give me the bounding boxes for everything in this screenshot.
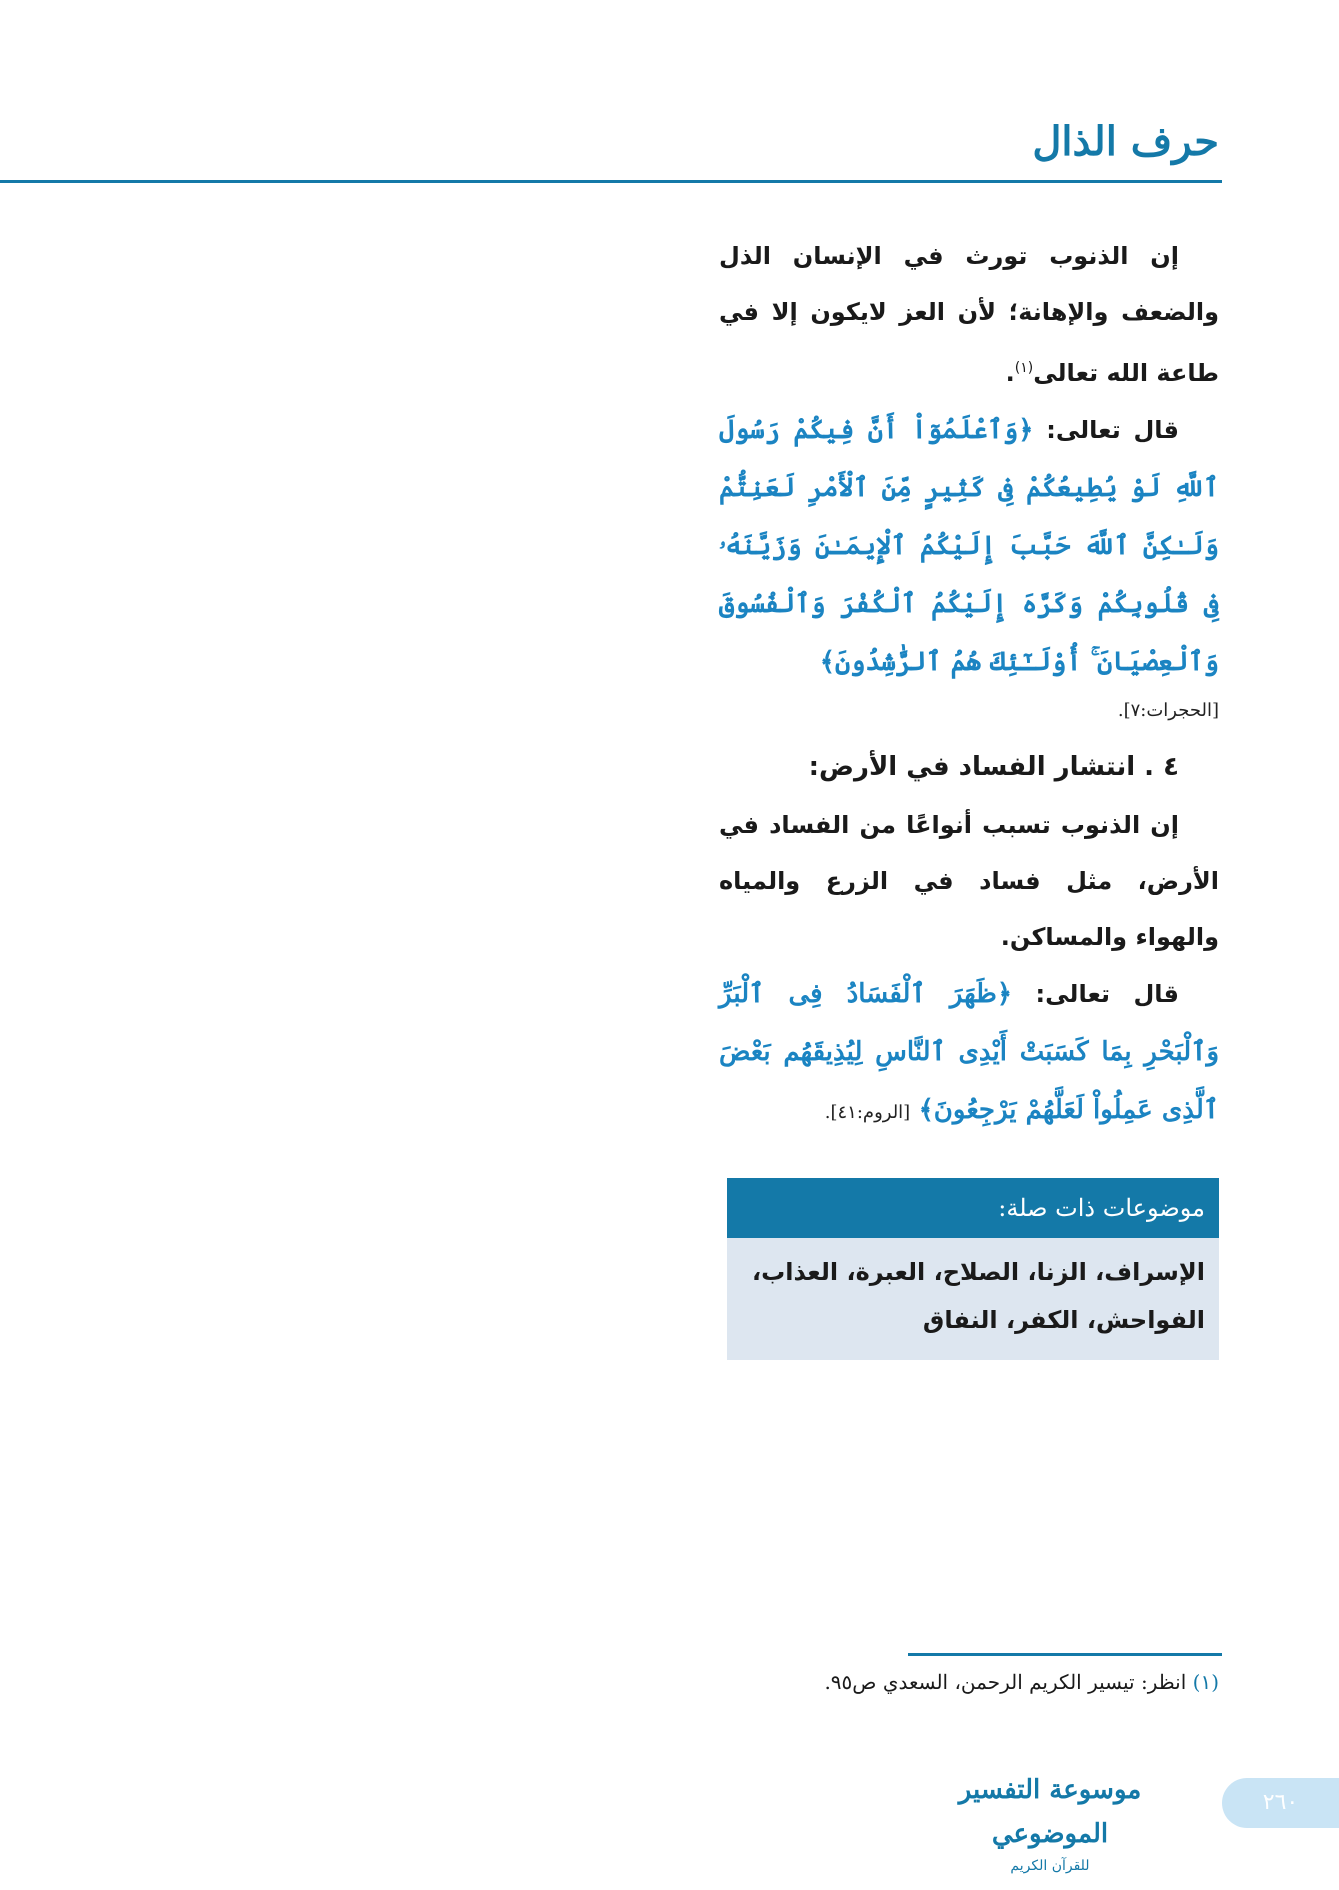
section-title: حرف الذال xyxy=(1032,118,1219,165)
verse-block-2 xyxy=(719,965,1219,1142)
related-topics-list[interactable]: الإسراف، الزنا، الصلاح، العبرة، العذاب، الفواحش، الكفر، النفاق xyxy=(727,1238,1219,1360)
encyclopedia-logo xyxy=(925,1768,1175,1874)
footnote-text: انظر: تيسير الكريم الرحمن، السعدي ص٩٥. xyxy=(824,1670,1187,1694)
subheading: ٤ . انتشار الفساد في الأرض: xyxy=(808,752,1179,782)
quran-verse: ﴿ظَهَرَ ٱلْفَسَادُ فِى ٱلْبَرِّ وَٱلْبَحْرِ بِمَا كَسَبَتْ أَيْدِى ٱلنَّاسِ لِيُذِيقَهُم بَعْضَ ٱلَّذِى عَمِلُواْ لَعَلَّهُمْ يَرْجِعُونَ﴾ xyxy=(719,979,1219,1125)
paragraph-end: . xyxy=(1005,359,1015,387)
page-number: ٢٦٠ xyxy=(1222,1778,1339,1828)
footnote-number: (١) xyxy=(1192,1670,1219,1694)
header-divider xyxy=(0,180,1222,183)
verse-block-1 xyxy=(719,401,1219,691)
footnote-divider xyxy=(908,1653,1222,1656)
logo-subtitle: للقرآن الكريم xyxy=(1010,1858,1090,1874)
verse-intro: قال تعالى: xyxy=(1035,980,1179,1008)
logo-title: موسوعة التفسير الموضوعي xyxy=(958,1775,1142,1849)
quran-verse: ﴿وَٱعْلَمُوٓاْ أَنَّ فِيكُمْ رَسُولَ ٱللَّهِ لَوْ يُطِيعُكُمْ فِى كَثِيرٍ مِّنَ ٱلْأَمْرِ لَعَنِتُّمْ وَلَـٰكِنَّ ٱللَّهَ حَبَّبَ إِلَيْكُمُ ٱلْإِيمَـٰنَ وَزَيَّنَهُۥ فِى قُلُوبِكُمْ وَكَرَّهَ إِلَيْكُمُ ٱلْكُفْرَ وَٱلْفُسُوقَ وَٱلْعِصْيَانَ ۚ أُوْلَـٰٓئِكَ هُمُ ٱلرَّٰشِدُونَ﴾ xyxy=(719,415,1219,677)
footnote xyxy=(719,1665,1219,1699)
related-topics-box xyxy=(727,1178,1219,1360)
verse-ref-text: [الحجرات:٧]. xyxy=(1117,700,1219,721)
verse-reference xyxy=(719,691,1219,731)
paragraph-humiliation xyxy=(719,228,1219,401)
verse-reference: [الروم:٤١]. xyxy=(824,1102,911,1123)
related-topics-heading: موضوعات ذات صلة: xyxy=(727,1178,1219,1238)
verse-intro: قال تعالى: xyxy=(1046,416,1179,444)
footnote-marker[interactable]: (١) xyxy=(1014,360,1034,376)
paragraph-corruption: إن الذنوب تسبب أنواعًا من الفساد في الأرض، مثل فساد في الزرع والمياه والهواء والمساكن. xyxy=(719,811,1219,951)
paragraph-text: إن الذنوب تورث في الإنسان الذل والضعف والإهانة؛ لأن العز لايكون إلا في طاعة الله تعالى xyxy=(719,242,1219,387)
main-column xyxy=(719,228,1219,1142)
